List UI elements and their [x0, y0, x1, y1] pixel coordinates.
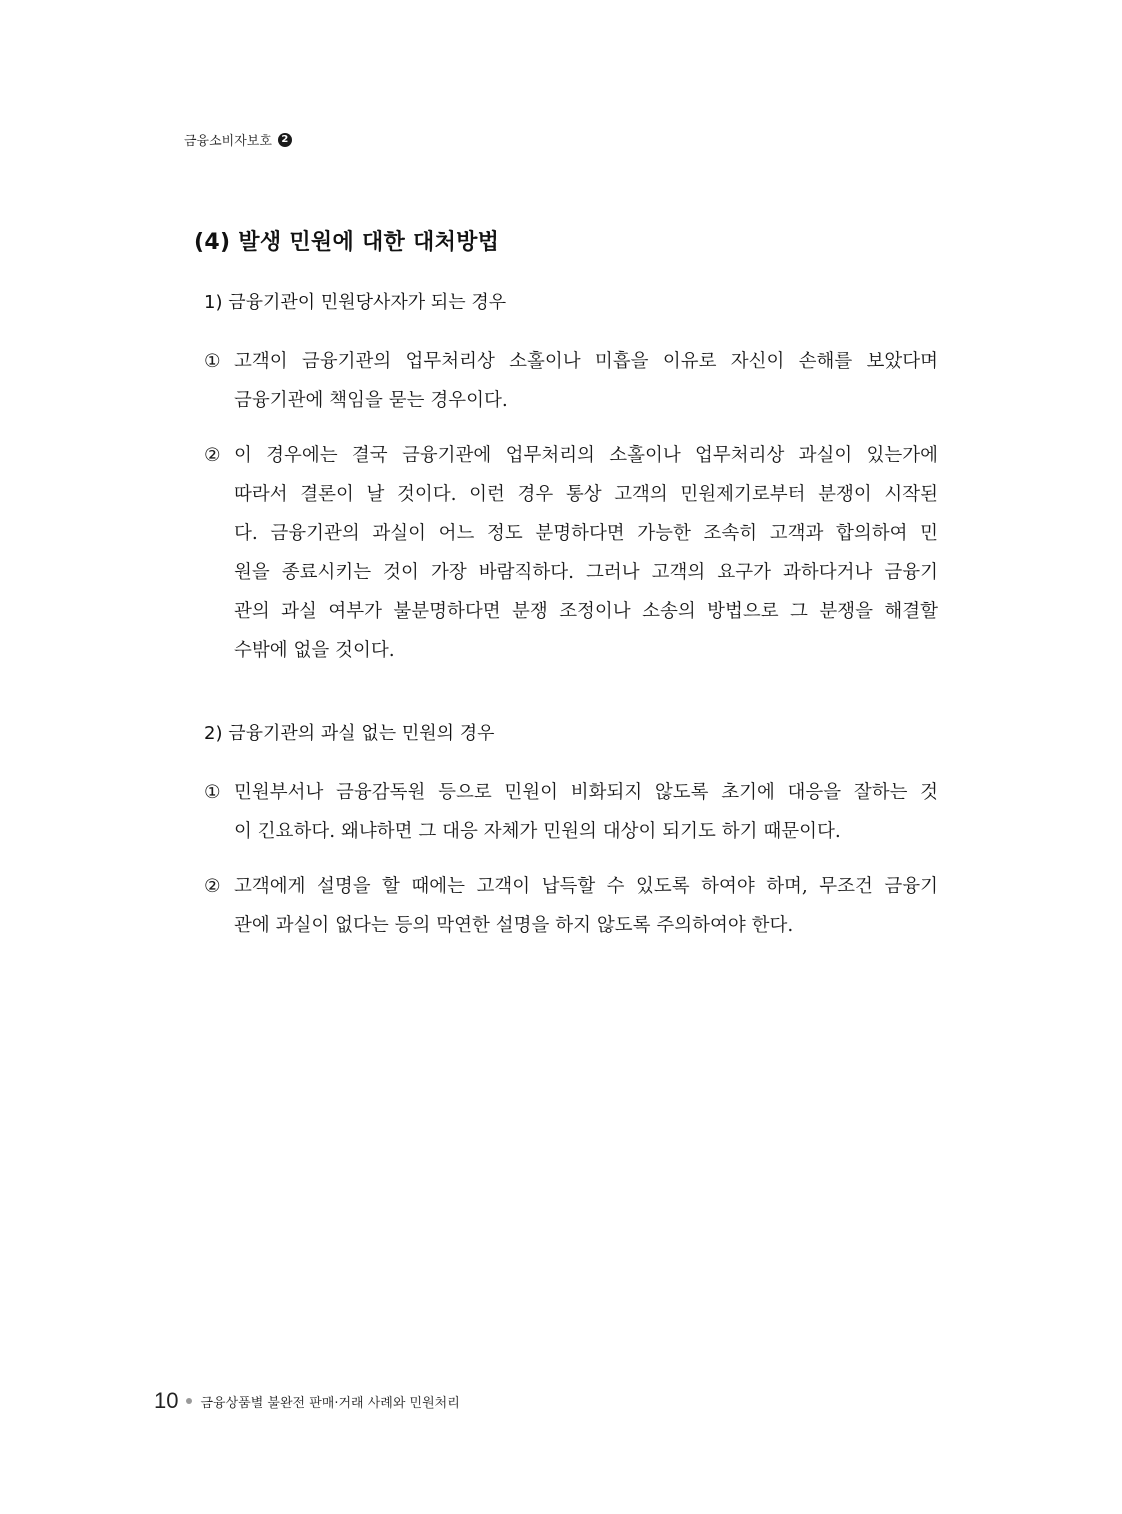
paragraph-line: 따라서 결론이 날 것이다. 이런 경우 통상 고객의 민원제기로부터 분쟁이 시작된: [234, 484, 938, 505]
paragraph-line: 금융기관에 책임을 묻는 경우이다.: [234, 390, 508, 411]
paragraph-line: 관의 과실 여부가 불분명하다면 분쟁 조정이나 소송의 방법으로 그 분쟁을 해결할: [234, 601, 938, 622]
list-item: [204, 436, 938, 670]
running-header-title: 금융소비자보호: [184, 134, 272, 149]
list-marker: ②: [204, 445, 221, 466]
paragraph-line: 관에 과실이 없다는 등의 막연한 설명을 하지 않도록 주의하여야 한다.: [234, 915, 794, 936]
page-footer: [154, 1388, 460, 1414]
bullet-dot-icon: [186, 1398, 192, 1404]
list-item: [204, 342, 938, 420]
chapter-number-badge: 2: [278, 133, 292, 147]
list-marker: ①: [204, 782, 221, 803]
running-header: [184, 130, 292, 149]
section-title: (4) 발생 민원에 대한 대처방법: [194, 230, 500, 255]
paragraph-line: ② 고객에게 설명을 할 때에는 고객이 납득할 수 있도록 하여야 하며, 무조건 금융기: [204, 867, 938, 906]
paragraph-line: ① 민원부서나 금융감독원 등으로 민원이 비화되지 않도록 초기에 대응을 잘하는 것: [204, 773, 938, 812]
paragraph-line: 다. 금융기관의 과실이 어느 정도 분명하다면 가능한 조속히 고객과 합의하여 민: [234, 523, 938, 544]
subsection-title-1: 1) 금융기관이 민원당사자가 되는 경우: [204, 292, 507, 313]
paragraph-line: 원을 종료시키는 것이 가장 바람직하다. 그러나 고객의 요구가 과하다거나 금융기: [234, 562, 938, 583]
list-marker: ①: [204, 351, 221, 372]
paragraph-line: ① 고객이 금융기관의 업무처리상 소홀이나 미흡을 이유로 자신이 손해를 보았다며: [204, 342, 938, 381]
list-item: [204, 867, 938, 945]
list-marker: ②: [204, 876, 221, 897]
subsection-title-2: 2) 금융기관의 과실 없는 민원의 경우: [204, 723, 495, 744]
list-item: [204, 773, 938, 851]
paragraph-line: 이 긴요하다. 왜냐하면 그 대응 자체가 민원의 대상이 되기도 하기 때문이다.: [234, 821, 841, 842]
paragraph-line: 수밖에 없을 것이다.: [234, 640, 395, 661]
footer-book-title: 금융상품별 불완전 판매·거래 사례와 민원처리: [200, 1395, 460, 1411]
page-number: 10: [154, 1388, 179, 1413]
paragraph-line: ② 이 경우에는 결국 금융기관에 업무처리의 소홀이나 업무처리상 과실이 있는가에: [204, 436, 938, 475]
